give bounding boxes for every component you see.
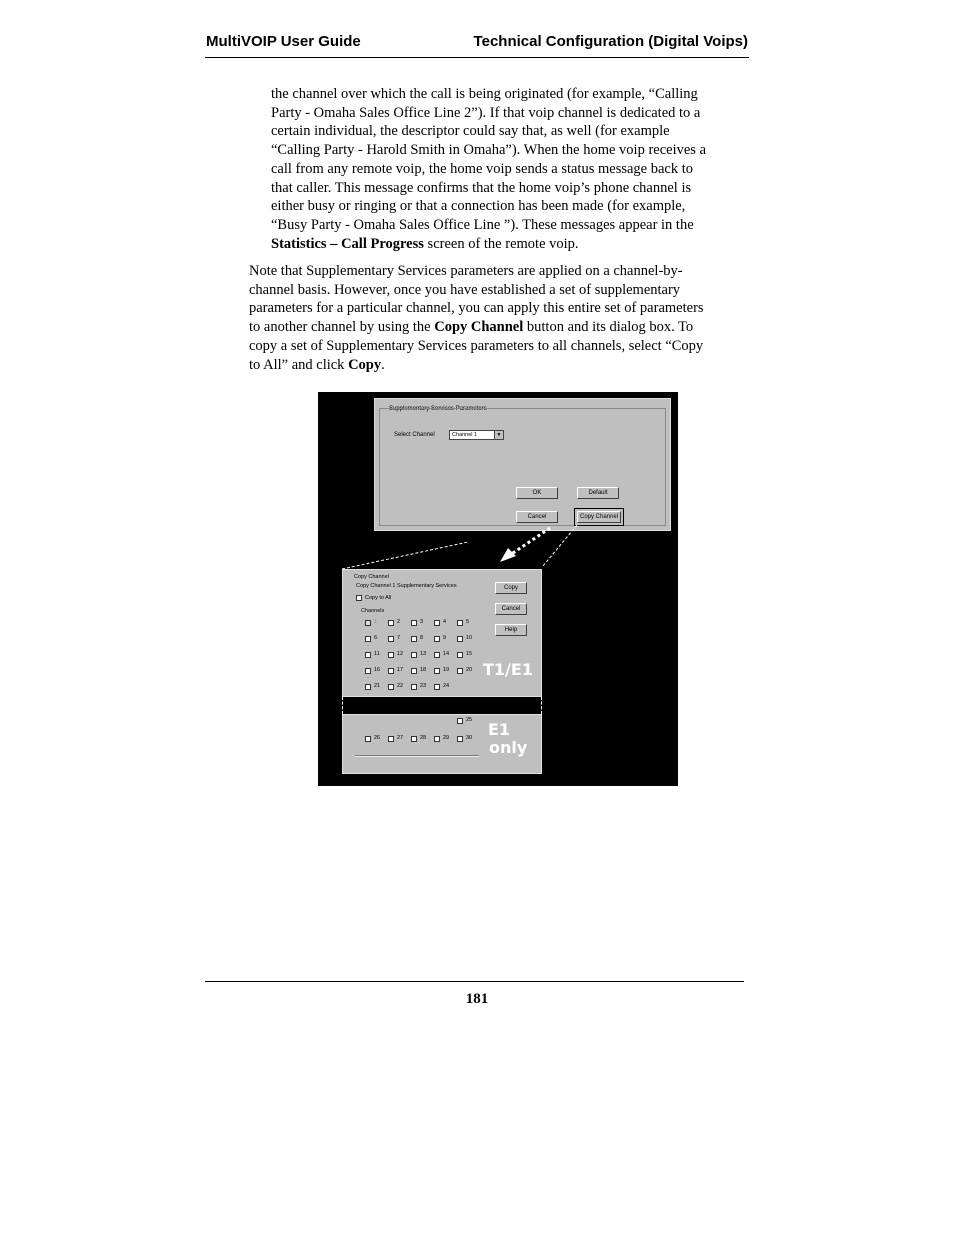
text-line: channel basis. However, once you have established a set of supplementary bbox=[249, 281, 681, 298]
channel-checkbox[interactable] bbox=[434, 684, 440, 690]
channel-checkbox[interactable] bbox=[388, 636, 394, 642]
channel-label: 1 bbox=[374, 619, 378, 625]
channel-label: 11 bbox=[374, 651, 380, 657]
cancel-button[interactable]: Cancel bbox=[516, 511, 558, 523]
select-channel-label: Select Channel bbox=[394, 432, 435, 438]
channel-label: 8 bbox=[420, 635, 424, 641]
channel-checkbox[interactable] bbox=[411, 684, 417, 690]
text-line: call from any remote voip, the home voip sends a status message back to bbox=[271, 160, 694, 177]
channel-label: 14 bbox=[443, 651, 450, 657]
channel-checkbox[interactable] bbox=[388, 736, 394, 742]
callout-line-right bbox=[543, 525, 577, 566]
channel-label: 22 bbox=[397, 683, 404, 689]
channels-label: Channels bbox=[361, 608, 385, 614]
bold-term: Copy Channel bbox=[434, 319, 524, 336]
paragraph-copy-channel bbox=[249, 262, 747, 374]
channel-checkbox[interactable] bbox=[388, 620, 394, 626]
dialog-title: Supplementary Services Parameters bbox=[389, 406, 487, 412]
channel-label: 17 bbox=[397, 667, 404, 673]
channel-checkbox[interactable] bbox=[365, 636, 371, 642]
channel-label: 13 bbox=[420, 651, 427, 657]
channel-checkbox[interactable] bbox=[411, 736, 417, 742]
channel-checkbox[interactable] bbox=[457, 736, 463, 742]
page-number: 181 bbox=[465, 991, 489, 1007]
channel-label: 30 bbox=[466, 735, 473, 741]
paragraph-caller-status bbox=[271, 85, 747, 253]
default-button[interactable]: Default bbox=[577, 487, 619, 499]
copy-channel-dialog bbox=[342, 569, 542, 697]
copy-button[interactable]: Copy bbox=[495, 582, 527, 594]
chevron-down-icon[interactable]: ▼ bbox=[494, 431, 503, 439]
text-line: to All” and click Copy. bbox=[249, 356, 385, 373]
text-line: Statistics – Call Progress screen of the remote voip. bbox=[271, 235, 579, 252]
channel-checkbox[interactable] bbox=[388, 684, 394, 690]
channel-label: 6 bbox=[374, 635, 378, 641]
channel-checkbox[interactable] bbox=[434, 620, 440, 626]
channel-label: 3 bbox=[420, 619, 424, 625]
channel-label: 29 bbox=[443, 735, 450, 741]
channel-checkbox[interactable] bbox=[365, 668, 371, 674]
copy-channel-button[interactable]: Copy Channel bbox=[577, 511, 621, 523]
channel-checkbox[interactable] bbox=[457, 620, 463, 626]
channel-checkbox[interactable] bbox=[411, 636, 417, 642]
gap-dashed-right bbox=[541, 697, 542, 714]
channel-label: 9 bbox=[443, 635, 447, 641]
channel-label: 5 bbox=[466, 619, 470, 625]
channel-checkbox[interactable] bbox=[457, 718, 463, 724]
channel-checkbox[interactable] bbox=[457, 652, 463, 658]
screenshot-figure bbox=[318, 392, 678, 786]
copy-channel-dialog-e1 bbox=[342, 714, 542, 774]
help-button[interactable]: Help bbox=[495, 624, 527, 636]
ok-button[interactable]: OK bbox=[516, 487, 558, 499]
header-guide-title: MultiVOIP User Guide bbox=[206, 33, 361, 50]
text-line: “Busy Party - Omaha Sales Office Line ”). These messages appear in the bbox=[271, 216, 694, 233]
copy-dialog-title: Copy Channel bbox=[354, 574, 389, 580]
channel-label: 16 bbox=[374, 667, 381, 673]
channel-label: 24 bbox=[443, 683, 450, 689]
channel-label: 25 bbox=[466, 717, 473, 723]
dialog-separator bbox=[355, 755, 479, 757]
text-line: the channel over which the call is being originated (for example, “Calling bbox=[271, 86, 698, 102]
channel-label: 7 bbox=[397, 635, 401, 641]
bold-term: Copy bbox=[348, 356, 382, 373]
channel-checkbox[interactable] bbox=[388, 652, 394, 658]
channel-label: 10 bbox=[466, 635, 473, 641]
channel-checkbox[interactable] bbox=[434, 736, 440, 742]
channel-checkbox[interactable] bbox=[434, 652, 440, 658]
channel-checkbox[interactable] bbox=[411, 620, 417, 626]
channel-label: 4 bbox=[443, 619, 447, 625]
channel-checkbox[interactable] bbox=[457, 636, 463, 642]
header-rule bbox=[205, 57, 749, 58]
footer-rule bbox=[205, 981, 744, 982]
t1-e1-label: T1/E1 bbox=[483, 660, 533, 679]
channel-checkbox[interactable] bbox=[411, 652, 417, 658]
text-line: that caller. This message confirms that the home voip’s phone channel is bbox=[271, 179, 692, 196]
channel-label: 15 bbox=[466, 651, 473, 657]
channel-checkbox[interactable] bbox=[365, 652, 371, 658]
channel-label: 26 bbox=[374, 735, 381, 741]
text-line: to another channel by using the Copy Channel button and its dialog box. To bbox=[249, 319, 694, 336]
channel-checkbox[interactable] bbox=[457, 668, 463, 674]
channel-label: 23 bbox=[420, 683, 427, 689]
arrow-head-icon bbox=[500, 548, 516, 562]
channel-label: 18 bbox=[420, 667, 427, 673]
channel-checkbox[interactable] bbox=[434, 668, 440, 674]
copy-to-all-checkbox[interactable] bbox=[356, 595, 362, 601]
only-label: only bbox=[489, 738, 528, 757]
copy-dialog-subtitle: Copy Channel 1 Supplementary Services bbox=[356, 583, 457, 589]
select-channel-value: Channel 1 bbox=[452, 432, 478, 438]
text-line: copy a set of Supplementary Services parameters to all channels, select “Copy bbox=[249, 337, 704, 354]
channel-label: 21 bbox=[374, 683, 381, 689]
bold-term: Statistics – Call Progress bbox=[271, 235, 424, 252]
e1-label: E1 bbox=[488, 720, 511, 739]
header-section-title: Technical Configuration (Digital Voips) bbox=[473, 33, 748, 50]
channel-label: 20 bbox=[466, 667, 473, 673]
channel-label: 2 bbox=[397, 619, 401, 625]
text-line: certain individual, the descriptor could say that, as well (for example bbox=[271, 123, 670, 140]
channel-label: 27 bbox=[397, 735, 404, 741]
channel-checkbox[interactable] bbox=[365, 620, 371, 626]
text-line: Party - Omaha Sales Office Line 2”). If that voip channel is dedicated to a bbox=[271, 104, 701, 121]
text-line: “Calling Party - Harold Smith in Omaha”). When the home voip receives a bbox=[271, 142, 707, 159]
channel-checkbox[interactable] bbox=[411, 668, 417, 674]
channel-checkbox[interactable] bbox=[388, 668, 394, 674]
channel-label: 12 bbox=[397, 651, 404, 657]
text-line: either busy or ringing or that a connection has been made (for example, bbox=[271, 198, 686, 215]
channel-checkbox[interactable] bbox=[365, 684, 371, 690]
channel-checkbox[interactable] bbox=[365, 736, 371, 742]
copy-to-all-label: Copy to All bbox=[365, 595, 392, 601]
text-line: parameters for a particular channel, you can apply this entire set of parameters bbox=[249, 300, 704, 317]
gap-dashed-left bbox=[342, 697, 343, 714]
arrow-shaft bbox=[510, 528, 550, 555]
channel-label: 28 bbox=[420, 735, 427, 741]
text-line: Note that Supplementary Services parameters are applied on a channel-by- bbox=[249, 263, 683, 279]
channel-label: 19 bbox=[443, 667, 450, 673]
callout-line-left bbox=[342, 542, 468, 569]
channel-checkbox[interactable] bbox=[434, 636, 440, 642]
cancel-copy-button[interactable]: Cancel bbox=[495, 603, 527, 615]
